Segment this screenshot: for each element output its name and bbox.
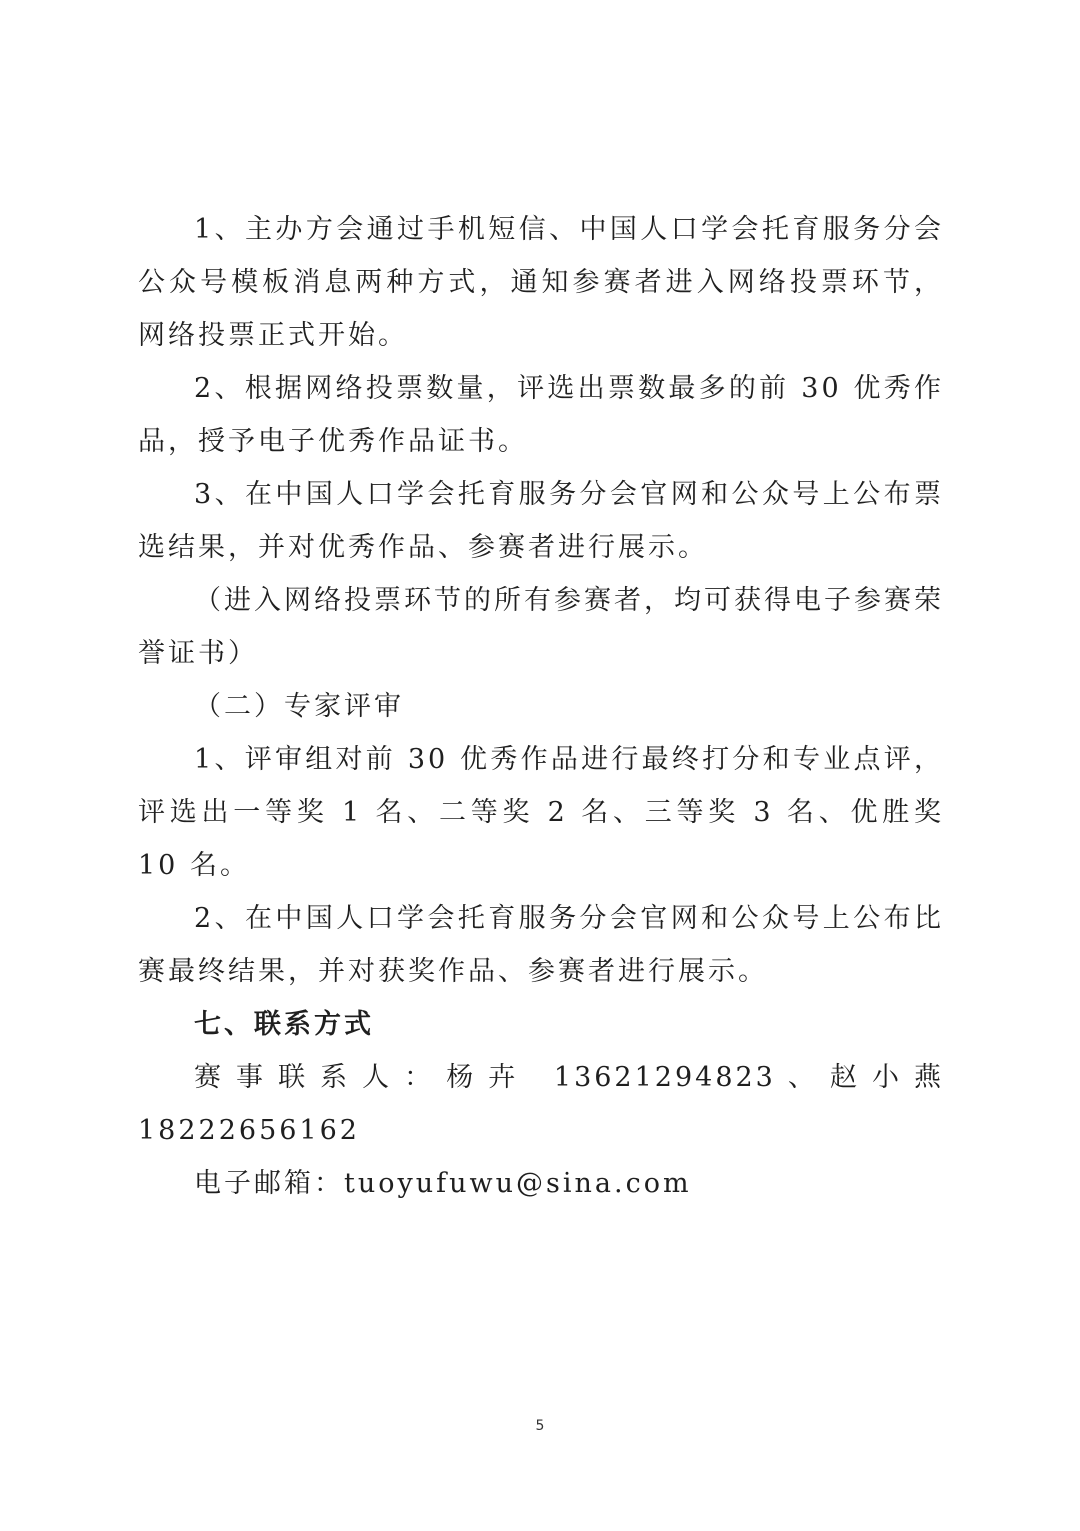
paragraph-participation-certificate: （进入网络投票环节的所有参赛者，均可获得电子参赛荣誉证书） [138, 585, 944, 669]
page-number: 5 [535, 1418, 545, 1434]
paragraph-expert-scoring: 1、评审组对前 30 优秀作品进行最终打分和专业点评，评选出一等奖 1 名、二等奖 2 名、三等奖 3 名、优胜奖 10 名。 [138, 744, 944, 881]
subheading-expert-review: （二）专家评审 [194, 691, 404, 722]
paragraph-voting-start: 1、主办方会通过手机短信、中国人口学会托育服务分会公众号模板消息两种方式，通知参赛者进入网络投票环节，网络投票正式开始。 [138, 214, 944, 351]
document-body [138, 203, 944, 1210]
paragraph-final-results: 2、在中国人口学会托育服务分会官网和公众号上公布比赛最终结果，并对获奖作品、参赛者进行展示。 [138, 903, 944, 987]
section-heading-contact: 七、联系方式 [194, 1009, 374, 1040]
paragraph-top-30-selection: 2、根据网络投票数量，评选出票数最多的前 30 优秀作品，授予电子优秀作品证书。 [138, 373, 944, 457]
contact-email: 电子邮箱：tuoyufuwu@sina.com [194, 1168, 692, 1199]
paragraph-announce-results: 3、在中国人口学会托育服务分会官网和公众号上公布票选结果，并对优秀作品、参赛者进行展示。 [138, 479, 944, 563]
contact-persons: 赛事联系人：杨卉 13621294823、赵小燕 18222656162 [138, 1062, 944, 1146]
